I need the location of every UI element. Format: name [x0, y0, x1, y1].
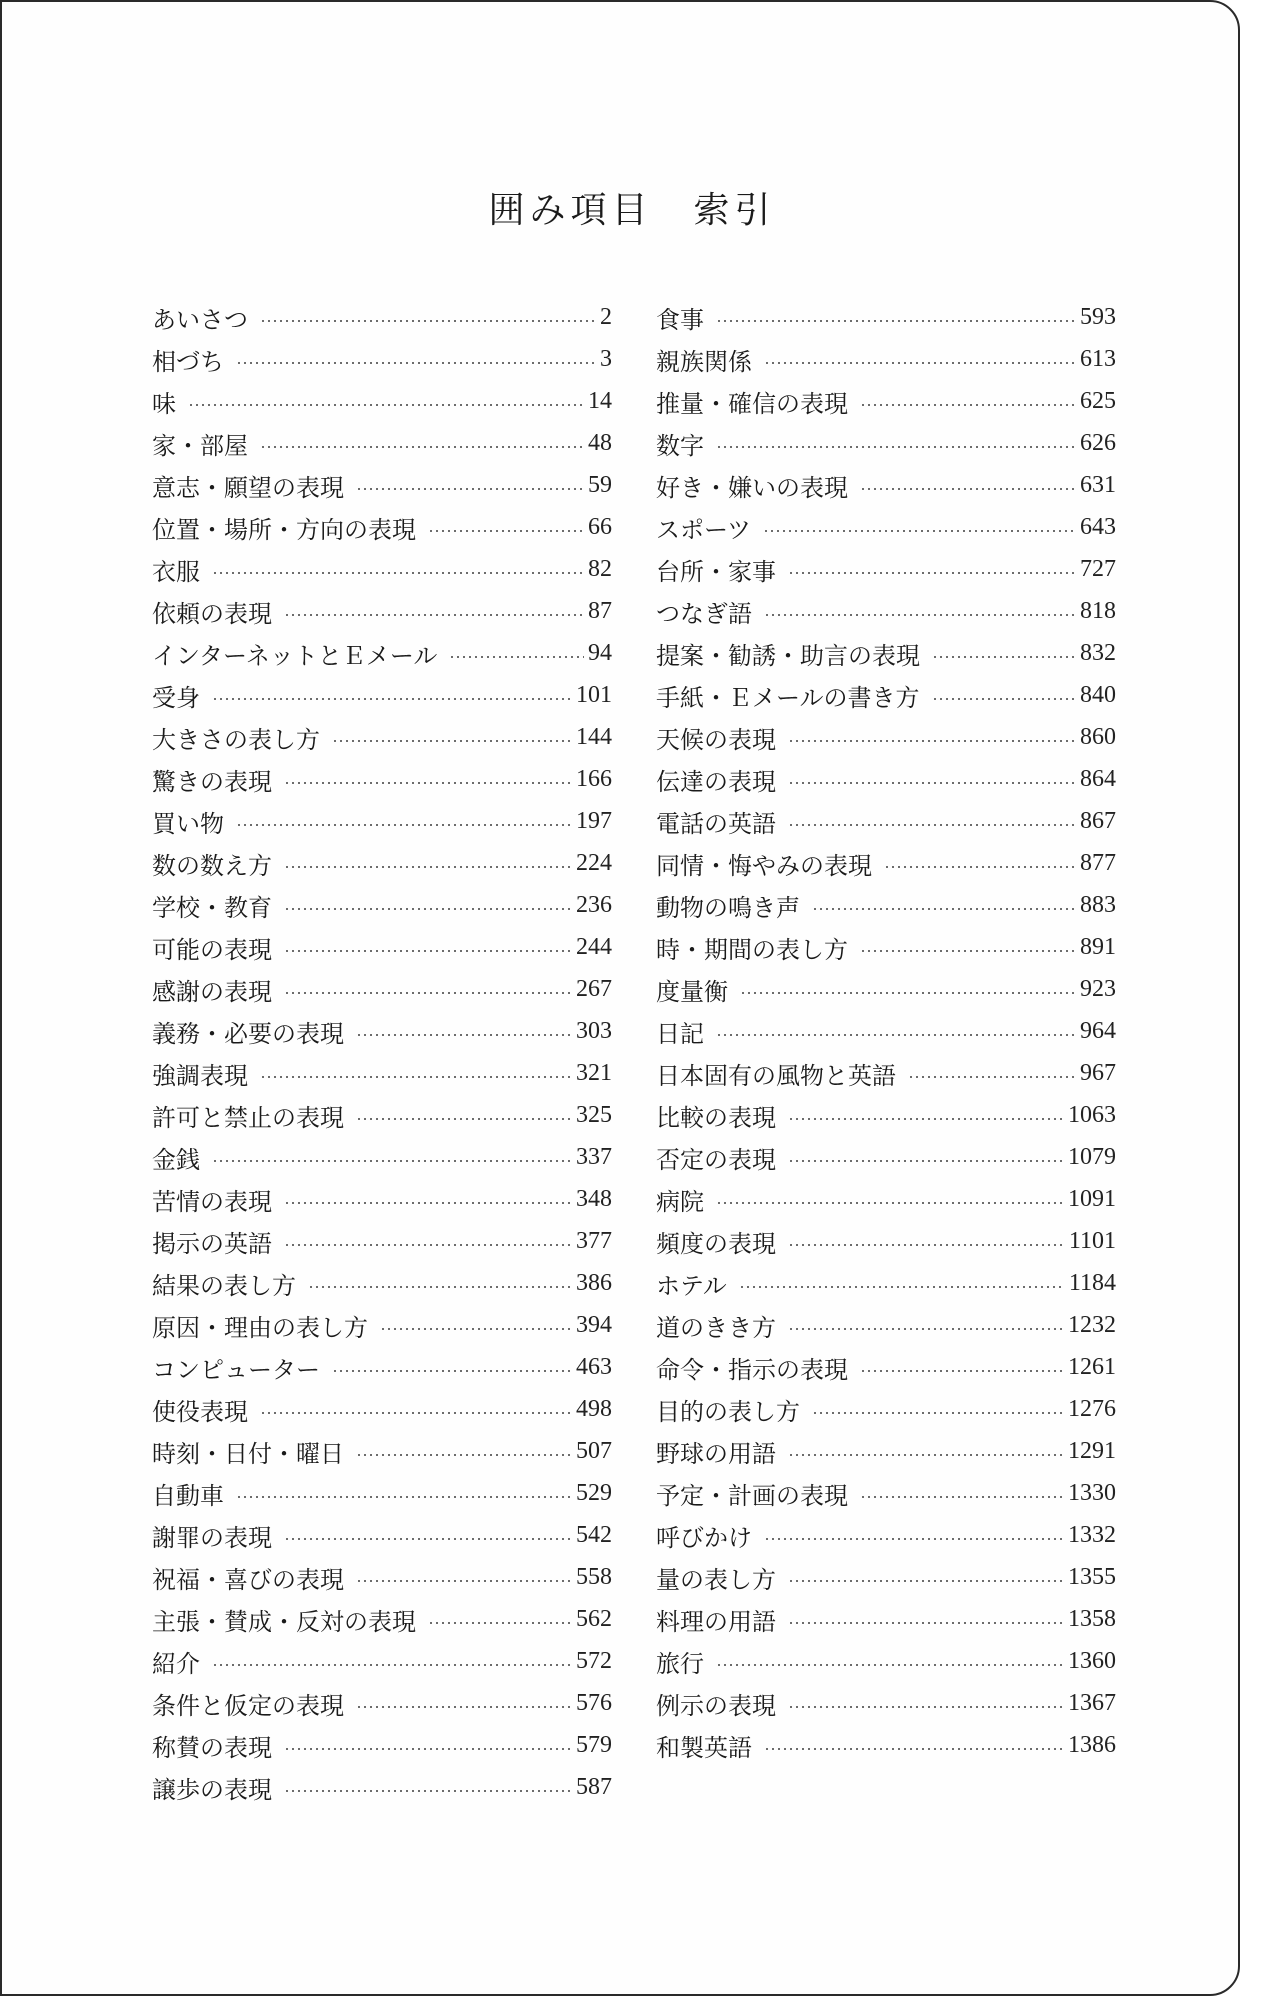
- index-term: 度量衡: [656, 977, 728, 1006]
- index-term: 道のきき方: [656, 1313, 776, 1342]
- index-entry: [656, 1598, 1116, 1640]
- dot-leader: [428, 530, 584, 532]
- page-number: 860: [1080, 723, 1116, 750]
- page-number: 587: [576, 1773, 612, 1800]
- page-number: 197: [576, 807, 612, 834]
- index-term: 料理の用語: [656, 1607, 776, 1636]
- page-number: 463: [576, 1353, 612, 1380]
- index-term: 動物の鳴き声: [656, 893, 800, 922]
- page-number: 1232: [1068, 1311, 1116, 1338]
- index-term: 例示の表現: [656, 1691, 776, 1720]
- index-term: 学校・教育: [152, 893, 272, 922]
- page-number: 579: [576, 1731, 612, 1758]
- page-number: 1261: [1068, 1353, 1116, 1380]
- dot-leader: [284, 950, 572, 952]
- index-entry: [152, 926, 612, 968]
- index-entry: [656, 1304, 1116, 1346]
- index-term: 条件と仮定の表現: [152, 1691, 344, 1720]
- page-number: 877: [1080, 849, 1116, 876]
- index-entry: [656, 338, 1116, 380]
- index-entry: [656, 1682, 1116, 1724]
- index-entry: [656, 548, 1116, 590]
- page-number: 923: [1080, 975, 1116, 1002]
- page-number: 224: [576, 849, 612, 876]
- index-term: 否定の表現: [656, 1145, 776, 1174]
- page-number: 1276: [1068, 1395, 1116, 1422]
- index-term: 電話の英語: [656, 809, 776, 838]
- index-entry: [152, 758, 612, 800]
- dot-leader: [763, 530, 1076, 532]
- index-entry: [152, 464, 612, 506]
- index-entry: [656, 1640, 1116, 1682]
- index-term: 受身: [152, 683, 200, 712]
- index-term: 金銭: [152, 1145, 200, 1174]
- index-term: 時刻・日付・曜日: [152, 1439, 344, 1468]
- page-number: 48: [588, 429, 612, 456]
- page-number: 964: [1080, 1017, 1116, 1044]
- index-entry: [152, 1262, 612, 1304]
- index-entry: [152, 338, 612, 380]
- dot-leader: [716, 1202, 1064, 1204]
- dot-leader: [764, 614, 1076, 616]
- page-number: 818: [1080, 597, 1116, 624]
- page-number: 1332: [1068, 1521, 1116, 1548]
- dot-leader: [740, 992, 1076, 994]
- index-entry: [152, 1136, 612, 1178]
- page-number: 244: [576, 933, 612, 960]
- page-number: 1330: [1068, 1479, 1116, 1506]
- index-entry: [656, 422, 1116, 464]
- index-entry: [656, 380, 1116, 422]
- index-entry: [656, 1346, 1116, 1388]
- dot-leader: [716, 320, 1076, 322]
- dot-leader: [236, 824, 572, 826]
- dot-leader: [356, 488, 584, 490]
- index-entry: [152, 1766, 612, 1808]
- index-term: 伝達の表現: [656, 767, 776, 796]
- index-entry: [152, 296, 612, 338]
- index-term: ホテル: [656, 1271, 727, 1300]
- index-term: 苦情の表現: [152, 1187, 272, 1216]
- page-number: 562: [576, 1605, 612, 1632]
- index-entry: [656, 1556, 1116, 1598]
- index-term: 自動車: [152, 1481, 224, 1510]
- dot-leader: [788, 1706, 1064, 1708]
- index-entry: [152, 1010, 612, 1052]
- index-entry: [656, 968, 1116, 1010]
- index-entry: [656, 926, 1116, 968]
- page-number: 1101: [1068, 1227, 1116, 1254]
- index-entry: [656, 1220, 1116, 1262]
- index-term: 許可と禁止の表現: [152, 1103, 344, 1132]
- dot-leader: [788, 1454, 1064, 1456]
- index-term: 病院: [656, 1187, 704, 1216]
- dot-leader: [812, 908, 1076, 910]
- index-term: 謝罪の表現: [152, 1523, 272, 1552]
- index-entry: [656, 884, 1116, 926]
- index-entry: [656, 590, 1116, 632]
- dot-leader: [284, 1244, 572, 1246]
- page-number: 1291: [1068, 1437, 1116, 1464]
- dot-leader: [812, 1412, 1064, 1414]
- page-number: 1358: [1068, 1605, 1116, 1632]
- index-entry: [152, 674, 612, 716]
- page-number: 1091: [1068, 1185, 1116, 1212]
- index-term: 意志・願望の表現: [152, 473, 344, 502]
- page-number: 507: [576, 1437, 612, 1464]
- dot-leader: [332, 740, 572, 742]
- index-entry: [152, 506, 612, 548]
- page-number: 394: [576, 1311, 612, 1338]
- dot-leader: [284, 1790, 572, 1792]
- dot-leader: [212, 1664, 572, 1666]
- index-term: 旅行: [656, 1649, 704, 1678]
- index-entry: [656, 842, 1116, 884]
- page-number: 1063: [1068, 1101, 1116, 1128]
- dot-leader: [716, 1664, 1064, 1666]
- page-number: 82: [588, 555, 612, 582]
- page-number: 625: [1080, 387, 1116, 414]
- dot-leader: [788, 740, 1076, 742]
- page-number: 643: [1080, 513, 1116, 540]
- page-number: 542: [576, 1521, 612, 1548]
- index-term: 買い物: [152, 809, 224, 838]
- dot-leader: [428, 1622, 572, 1624]
- dot-leader: [212, 698, 572, 700]
- dot-leader: [236, 362, 596, 364]
- index-term: 祝福・喜びの表現: [152, 1565, 344, 1594]
- page-title: 囲み項目 索引: [488, 190, 776, 231]
- page-number: 321: [576, 1059, 612, 1086]
- page-number: 576: [576, 1689, 612, 1716]
- index-entry: [152, 422, 612, 464]
- index-term: 同情・悔やみの表現: [656, 851, 872, 880]
- index-term: 日記: [656, 1019, 704, 1048]
- dot-leader: [788, 1622, 1064, 1624]
- page-number: 883: [1080, 891, 1116, 918]
- index-term: 命令・指示の表現: [656, 1355, 848, 1384]
- index-entry: [152, 1220, 612, 1262]
- index-term: インターネットとＥメール: [152, 641, 438, 670]
- index-entry: [656, 800, 1116, 842]
- dot-leader: [932, 656, 1076, 658]
- index-entry: [152, 1430, 612, 1472]
- dot-leader: [788, 782, 1076, 784]
- page-number: 66: [588, 513, 612, 540]
- page-number: 87: [588, 597, 612, 624]
- page-number: 166: [576, 765, 612, 792]
- page-number: 1360: [1068, 1647, 1116, 1674]
- dot-leader: [860, 1496, 1064, 1498]
- dot-leader: [860, 950, 1076, 952]
- dot-leader: [284, 908, 572, 910]
- index-entry: [152, 1514, 612, 1556]
- index-term: 比較の表現: [656, 1103, 776, 1132]
- dot-leader: [788, 1118, 1064, 1120]
- page-number: 3: [600, 345, 612, 372]
- index-entry: [152, 1598, 612, 1640]
- index-entry: [656, 632, 1116, 674]
- index-entry: [656, 1388, 1116, 1430]
- dot-leader: [260, 1412, 572, 1414]
- page-number: 631: [1080, 471, 1116, 498]
- page-number: 840: [1080, 681, 1116, 708]
- index-entry: [152, 884, 612, 926]
- index-entry: [656, 1010, 1116, 1052]
- index-entry: [656, 1052, 1116, 1094]
- index-entry: [152, 1556, 612, 1598]
- index-term: 可能の表現: [152, 935, 272, 964]
- dot-leader: [356, 1034, 572, 1036]
- index-entry: [152, 1682, 612, 1724]
- index-term: 原因・理由の表し方: [152, 1313, 368, 1342]
- index-entry: [656, 1430, 1116, 1472]
- page-number: 498: [576, 1395, 612, 1422]
- dot-leader: [308, 1286, 572, 1288]
- dot-leader: [284, 1748, 572, 1750]
- page-number: 1355: [1068, 1563, 1116, 1590]
- index-term: 野球の用語: [656, 1439, 776, 1468]
- index-term: 予定・計画の表現: [656, 1481, 848, 1510]
- page-number: 337: [576, 1143, 612, 1170]
- index-entry: [656, 464, 1116, 506]
- page-number: 864: [1080, 765, 1116, 792]
- dot-leader: [788, 1580, 1064, 1582]
- dot-leader: [236, 1496, 572, 1498]
- page-number: 891: [1080, 933, 1116, 960]
- index-entry: [152, 1388, 612, 1430]
- index-entry: [656, 674, 1116, 716]
- index-entry: [152, 1178, 612, 1220]
- dot-leader: [260, 320, 596, 322]
- dot-leader: [716, 1034, 1076, 1036]
- page-number: 144: [576, 723, 612, 750]
- dot-leader: [860, 488, 1076, 490]
- index-term: 譲歩の表現: [152, 1775, 272, 1804]
- index-entry: [152, 590, 612, 632]
- page-number: 386: [576, 1269, 612, 1296]
- dot-leader: [860, 1370, 1064, 1372]
- dot-leader: [788, 1328, 1064, 1330]
- dot-leader: [884, 866, 1076, 868]
- dot-leader: [908, 1076, 1076, 1078]
- dot-leader: [356, 1118, 572, 1120]
- index-term: 結果の表し方: [152, 1271, 296, 1300]
- dot-leader: [788, 572, 1076, 574]
- dot-leader: [284, 992, 572, 994]
- dot-leader: [332, 1370, 572, 1372]
- index-entry: [152, 842, 612, 884]
- page-number: 529: [576, 1479, 612, 1506]
- index-term: 頻度の表現: [656, 1229, 776, 1258]
- index-entry: [152, 548, 612, 590]
- dot-leader: [788, 824, 1076, 826]
- dot-leader: [764, 1748, 1064, 1750]
- page-number: 94: [588, 639, 612, 666]
- index-term: 数字: [656, 431, 704, 460]
- dot-leader: [356, 1706, 572, 1708]
- index-column-left: [152, 296, 612, 1808]
- dot-leader: [212, 572, 584, 574]
- index-term: 手紙・Ｅメールの書き方: [656, 683, 920, 712]
- page-number: 1386: [1068, 1731, 1116, 1758]
- index-term: 好き・嫌いの表現: [656, 473, 848, 502]
- index-term: 依頼の表現: [152, 599, 272, 628]
- dot-leader: [284, 866, 572, 868]
- page-number: 727: [1080, 555, 1116, 582]
- index-entry: [152, 716, 612, 758]
- index-term: 時・期間の表し方: [656, 935, 848, 964]
- index-entry: [656, 506, 1116, 548]
- index-term: つなぎ語: [656, 599, 752, 628]
- dot-leader: [932, 698, 1076, 700]
- dot-leader: [284, 782, 572, 784]
- index-term: 食事: [656, 305, 704, 334]
- index-entry: [152, 1052, 612, 1094]
- index-term: 義務・必要の表現: [152, 1019, 344, 1048]
- index-entry: [656, 1136, 1116, 1178]
- index-entry: [656, 296, 1116, 338]
- index-term: 称賛の表現: [152, 1733, 272, 1762]
- page-number: 101: [576, 681, 612, 708]
- page-number: 2: [600, 303, 612, 330]
- index-entry: [656, 1472, 1116, 1514]
- index-term: 和製英語: [656, 1733, 752, 1762]
- index-term: 家・部屋: [152, 431, 248, 460]
- index-term: 感謝の表現: [152, 977, 272, 1006]
- dot-leader: [284, 1538, 572, 1540]
- page-number: 236: [576, 891, 612, 918]
- index-term: 呼びかけ: [656, 1523, 752, 1552]
- index-entry: [152, 1472, 612, 1514]
- page-number: 867: [1080, 807, 1116, 834]
- page-number: 626: [1080, 429, 1116, 456]
- dot-leader: [716, 446, 1076, 448]
- index-term: 衣服: [152, 557, 200, 586]
- index-entry: [152, 1304, 612, 1346]
- index-entry: [656, 1094, 1116, 1136]
- index-term: 天候の表現: [656, 725, 776, 754]
- dot-leader: [284, 1202, 572, 1204]
- index-term: 主張・賛成・反対の表現: [152, 1607, 416, 1636]
- index-term: あいさつ: [152, 305, 248, 334]
- dot-leader: [356, 1454, 572, 1456]
- index-term: 日本固有の風物と英語: [656, 1061, 896, 1090]
- index-term: スポーツ: [656, 515, 752, 544]
- page-number: 348: [576, 1185, 612, 1212]
- dot-leader: [449, 656, 584, 658]
- index-term: 位置・場所・方向の表現: [152, 515, 416, 544]
- index-entry: [656, 1262, 1116, 1304]
- index-entry: [656, 758, 1116, 800]
- page-number: 303: [576, 1017, 612, 1044]
- index-term: 親族関係: [656, 347, 752, 376]
- page-number: 832: [1080, 639, 1116, 666]
- dot-leader: [260, 1076, 572, 1078]
- index-term: 台所・家事: [656, 557, 776, 586]
- page-number: 613: [1080, 345, 1116, 372]
- page-number: 377: [576, 1227, 612, 1254]
- index-term: 大きさの表し方: [152, 725, 320, 754]
- page-number: 267: [576, 975, 612, 1002]
- index-term: 数の数え方: [152, 851, 272, 880]
- index-term: 紹介: [152, 1649, 200, 1678]
- index-entry: [152, 632, 612, 674]
- dot-leader: [188, 404, 584, 406]
- index-entry: [152, 968, 612, 1010]
- dot-leader: [284, 614, 584, 616]
- index-entry: [656, 1724, 1116, 1766]
- dot-leader: [788, 1160, 1064, 1162]
- dot-leader: [860, 404, 1076, 406]
- index-term: 味: [152, 389, 176, 418]
- index-entry: [152, 1724, 612, 1766]
- index-entry: [656, 1178, 1116, 1220]
- dot-leader: [764, 1538, 1064, 1540]
- dot-leader: [380, 1328, 572, 1330]
- index-term: 強調表現: [152, 1061, 248, 1090]
- index-column-right: [656, 296, 1116, 1766]
- index-term: 掲示の英語: [152, 1229, 272, 1258]
- index-entry: [152, 380, 612, 422]
- dot-leader: [212, 1160, 572, 1162]
- page-number: 1367: [1068, 1689, 1116, 1716]
- index-term: 驚きの表現: [152, 767, 272, 796]
- page-number: 325: [576, 1101, 612, 1128]
- index-entry: [656, 716, 1116, 758]
- page-number: 967: [1080, 1059, 1116, 1086]
- page-number: 593: [1080, 303, 1116, 330]
- index-entry: [152, 1640, 612, 1682]
- index-term: 相づち: [152, 347, 224, 376]
- index-entry: [656, 1514, 1116, 1556]
- dot-leader: [260, 446, 584, 448]
- page-number: 14: [588, 387, 612, 414]
- dot-leader: [788, 1244, 1065, 1246]
- page-number: 1184: [1068, 1269, 1116, 1296]
- index-term: 量の表し方: [656, 1565, 776, 1594]
- page-number: 558: [576, 1563, 612, 1590]
- index-term: 推量・確信の表現: [656, 389, 848, 418]
- index-entry: [152, 1346, 612, 1388]
- index-term: 提案・勧誘・助言の表現: [656, 641, 920, 670]
- index-entry: [152, 800, 612, 842]
- page-number: 1079: [1068, 1143, 1116, 1170]
- page-number: 572: [576, 1647, 612, 1674]
- index-term: 目的の表し方: [656, 1397, 800, 1426]
- dot-leader: [764, 362, 1076, 364]
- dot-leader: [739, 1286, 1065, 1288]
- dot-leader: [356, 1580, 572, 1582]
- page-number: 59: [588, 471, 612, 498]
- index-term: コンピューター: [152, 1355, 320, 1384]
- index-term: 使役表現: [152, 1397, 248, 1426]
- index-entry: [152, 1094, 612, 1136]
